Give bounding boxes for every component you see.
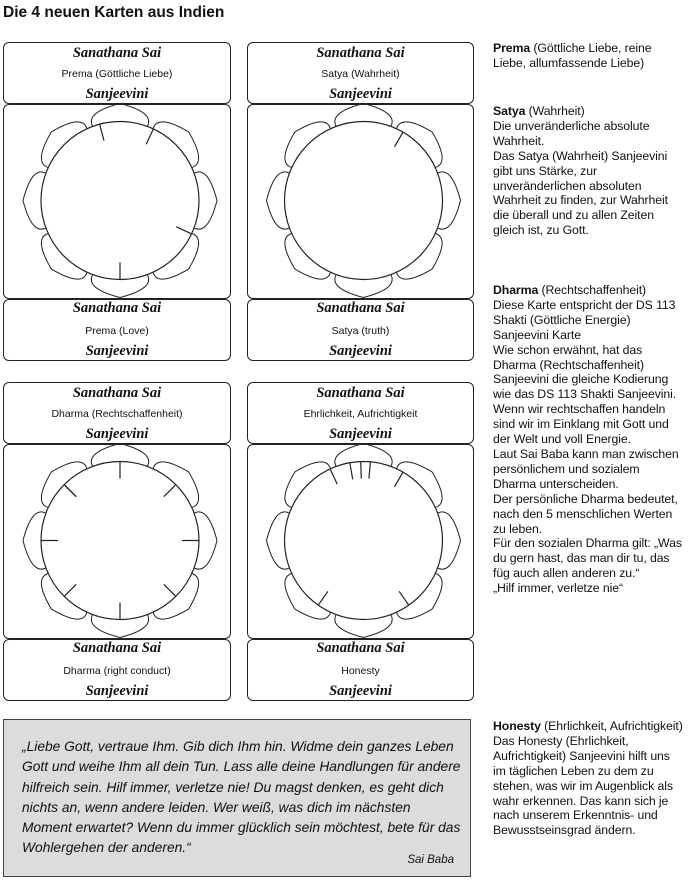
lotus-circle	[285, 462, 443, 620]
card-brand: Sanathana Sai	[316, 640, 405, 656]
card-name: Sanjeevini	[85, 426, 149, 442]
honesty-heading-rest: (Ehrlichkeit, Aufrichtigkeit)	[540, 719, 683, 733]
lotus-tick	[361, 462, 362, 479]
satya-description	[493, 104, 685, 238]
dharma-description	[493, 283, 685, 596]
satya-heading-rest: (Wahrheit)	[525, 104, 585, 118]
dharma-paragraph: Wenn wir rechtschaffen handeln sind wir im Einklang mit Gott und der Welt und voll Energie.	[493, 402, 669, 447]
dharma-paragraph: „Hilf immer, verletze nie“	[493, 581, 623, 596]
honesty-paragraph: Das Honesty (Ehrlichkeit, Aufrichtigkeit) Sanjeevini hilft uns im täglichen Leben zu dem zu stehen, was wir im Augenblick als wahr erkennen. Das kann sich je nach unserem Erkenntnis- und Bewusstseinsgrad ändern.	[493, 733, 673, 838]
satya-paragraph: Die unveränderliche absolute Wahrheit.	[493, 118, 650, 148]
card-satya-bottom-label	[247, 299, 474, 361]
dharma-heading: Dharma	[493, 283, 539, 297]
prema-paragraph	[493, 41, 685, 71]
card-honesty-bottom-label	[247, 639, 474, 701]
prema-heading: Prema	[493, 41, 531, 55]
prema-description	[493, 41, 685, 71]
card-subtitle: Dharma (right conduct)	[63, 665, 171, 677]
card-subtitle: Ehrlichkeit, Aufrichtigkeit	[303, 408, 418, 420]
card-subtitle: Prema (Love)	[85, 325, 149, 337]
quote-text: „Liebe Gott, vertraue Ihm. Gib dich Ihm hin. Widme dein ganzes Leben Gott und weihe Ihm all dein Tun. Lass alle deine Handlungen für andere hilfreich sein. Hilf immer, verletze nie! Du magst denken, es geht dich nichts an, wenn andere leiden. Wer weiß, was dich im nächsten Moment erwartet? Wenn du immer glücklich sein möchtest, bete für das Wohlergehen der anderen.“	[22, 739, 461, 856]
lotus-diagram	[4, 105, 232, 300]
card-prema-lotus	[3, 104, 231, 299]
card-subtitle: Dharma (Rechtschaffenheit)	[51, 408, 183, 420]
card-prema-bottom-label	[3, 299, 231, 361]
dharma-heading-rest: (Rechtschaffenheit)	[538, 283, 647, 297]
card-brand: Sanathana Sai	[72, 385, 162, 401]
lotus-diagram	[248, 105, 475, 300]
dharma-paragraph: Für den sozialen Dharma gilt: „Was du gern hast, das man dir tu, das füg auch allen anderen zu.“	[493, 536, 682, 581]
card-subtitle: Satya (Wahrheit)	[321, 68, 400, 80]
card-brand: Sanathana Sai	[72, 45, 162, 61]
satya-heading: Satya	[493, 104, 526, 118]
card-brand: Sanathana Sai	[72, 640, 162, 656]
card-dharma-top-label	[3, 382, 231, 444]
card-prema-top-label	[3, 42, 231, 104]
card-honesty-top-label	[247, 382, 474, 444]
quote-box	[3, 719, 471, 877]
card-name: Sanjeevini	[329, 86, 392, 102]
card-satya-top-label	[247, 42, 474, 104]
card-subtitle: Satya (truth)	[331, 325, 390, 337]
satya-heading-line	[493, 104, 685, 119]
card-brand: Sanathana Sai	[316, 385, 405, 401]
card-honesty-lotus	[247, 444, 474, 639]
dharma-paragraph: Laut Sai Baba kann man zwischen persönlichem und sozialem Dharma unterscheiden.	[493, 446, 679, 491]
lotus-circle	[41, 122, 199, 280]
lotus-diagram	[4, 445, 232, 640]
card-brand: Sanathana Sai	[316, 45, 405, 61]
dharma-paragraph: Der persönliche Dharma bedeutet, nach den 5 menschlichen Werten zu leben.	[493, 491, 678, 536]
honesty-description	[493, 719, 685, 838]
lotus-diagram	[248, 445, 475, 640]
card-brand: Sanathana Sai	[72, 300, 162, 316]
card-name: Sanjeevini	[329, 343, 392, 359]
card-subtitle: Prema (Göttliche Liebe)	[61, 68, 173, 80]
satya-paragraph: Das Satya (Wahrheit) Sanjeevini gibt uns Stärke, zur unveränderlichen absoluten Wahrheit zu finden, zur Wahrheit die überall und zu allen Zeiten gleich ist, zu Gott.	[493, 148, 668, 238]
lotus-circle	[285, 122, 443, 280]
card-name: Sanjeevini	[85, 343, 149, 359]
honesty-heading: Honesty	[493, 719, 541, 733]
dharma-paragraph: Diese Karte entspricht der DS 113 Shakti (Göttliche Energie) Sanjeevini Karte	[493, 297, 676, 342]
card-name: Sanjeevini	[85, 86, 149, 102]
quote-author: Sai Baba	[407, 854, 454, 866]
dharma-heading-line	[493, 283, 685, 298]
card-dharma-lotus	[3, 444, 231, 639]
card-name: Sanjeevini	[329, 683, 392, 699]
prema-heading-rest: (Göttliche Liebe, reine Liebe, allumfassende Liebe)	[493, 41, 652, 70]
honesty-heading-line	[493, 719, 685, 734]
page-title: Die 4 neuen Karten aus Indien	[3, 4, 225, 21]
card-name: Sanjeevini	[85, 683, 149, 699]
card-name: Sanjeevini	[329, 426, 392, 442]
card-brand: Sanathana Sai	[316, 300, 405, 316]
card-dharma-bottom-label	[3, 639, 231, 701]
card-satya-lotus	[247, 104, 474, 299]
card-subtitle: Honesty	[341, 665, 380, 677]
dharma-paragraph: Wie schon erwähnt, hat das Dharma (Rechtschaffenheit) Sanjeevini die gleiche Kodierung wie das DS 113 Shakti Sanjeevini.	[493, 342, 677, 402]
